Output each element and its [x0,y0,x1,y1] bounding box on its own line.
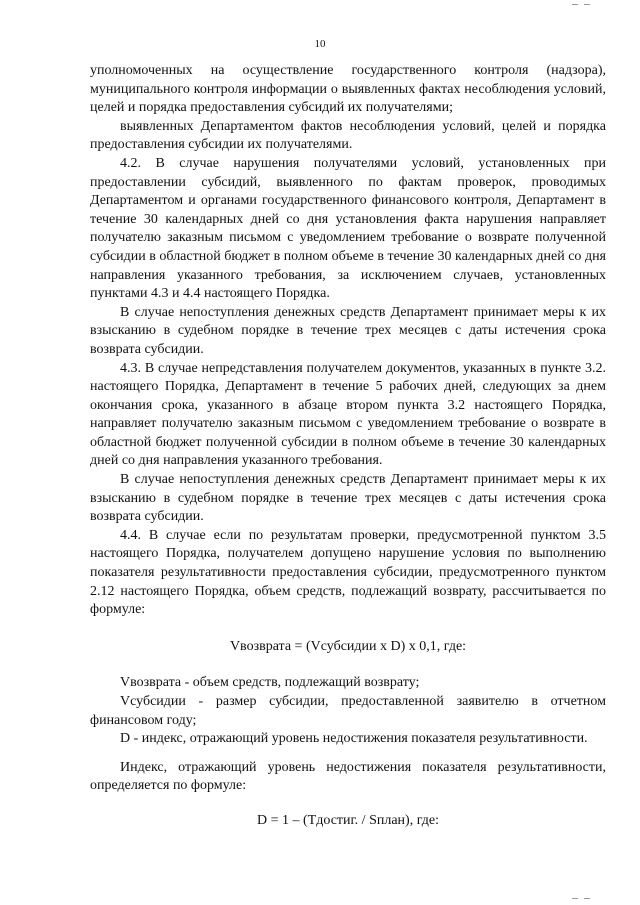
paragraph: выявленных Департаментом фактов несоблюдения условий, целей и порядка предоставления субсидии их получателями. [90,118,606,153]
paragraph-4-4: 4.4. В случае если по результатам проверки, предусмотренной пунктом 3.5 настоящего Порядка, получателем допущено нарушение условия по выполнению показателя результативности предоставления субсидии, предусмотренного пунктом 2.12 настоящего Порядка, объем средств, подлежащий возврату, рассчитывается по формуле: [90,527,606,618]
scan-mark [572,4,578,5]
definition: Vсубсидии - размер субсидии, предоставленной заявителю в отчетном финансовом году; [90,694,606,728]
paragraph-index: Индекс, отражающий уровень недостижения показателя результативности, определяется по формуле: [90,759,606,794]
page-number: 10 [314,38,326,50]
paragraph: В случае непоступления денежных средств Департамент принимает меры к их взысканию в судебном порядке в течение трех месяцев с даты истечения срока возврата субсидии. [90,304,606,357]
definition: Vвозврата - объем средств, подлежащий возврату; [120,675,420,691]
scan-mark [584,898,590,899]
paragraph: В случае непоступления денежных средств Департамент принимает меры к их взысканию в судебном порядке в течение трех месяцев с даты истечения срока возврата субсидии. [90,472,606,525]
paragraph-4-3: 4.3. В случае непредставления получателем документов, указанных в пункте 3.2. настоящего Порядка, Департамент в течение 5 рабочих дней, следующих за днем окончания срока, указанного в абзаце втором пункта 3.2 настоящего Порядка, направляет получателю заказным письмом с уведомлением требование о возврате в областной бюджет полученной субсидии в полном объеме в течение 30 календарных дней со дня направления указанного требования. [90,360,606,469]
document-body [90,62,606,831]
scan-mark [584,4,590,5]
paragraph-4-2: 4.2. В случае нарушения получателями условий, установленных при предоставлении субсидий, выявленного по фактам проверок, проводимых Департаментом и органами государственного финансового контроля, Департамент в течение 30 календарных дней со дня установления факта нарушения направляет получателю заказным письмом с уведомлением требование о возврате полученной субсидии в областной бюджет в полном объеме в течение 30 календарных дней со дня направления указанного требования, за исключением случаев, установленных пунктами 4.3 и 4.4 настоящего Порядка. [90,155,606,302]
formula-return-volume: Vвозврата = (Vсубсидии x D) x 0,1, где: [229,638,467,654]
scan-mark [572,898,578,899]
definition: D - индекс, отражающий уровень недостижения показателя результативности. [120,731,588,747]
formula-index: D = 1 – (Тдостиг. / Sплан), где: [257,812,439,828]
paragraph: уполномоченных на осуществление государственного контроля (надзора), муниципального контроля информации о выявленных фактах несоблюдения условий, целей и порядка предоставления субсидий их получателями; [90,63,606,116]
